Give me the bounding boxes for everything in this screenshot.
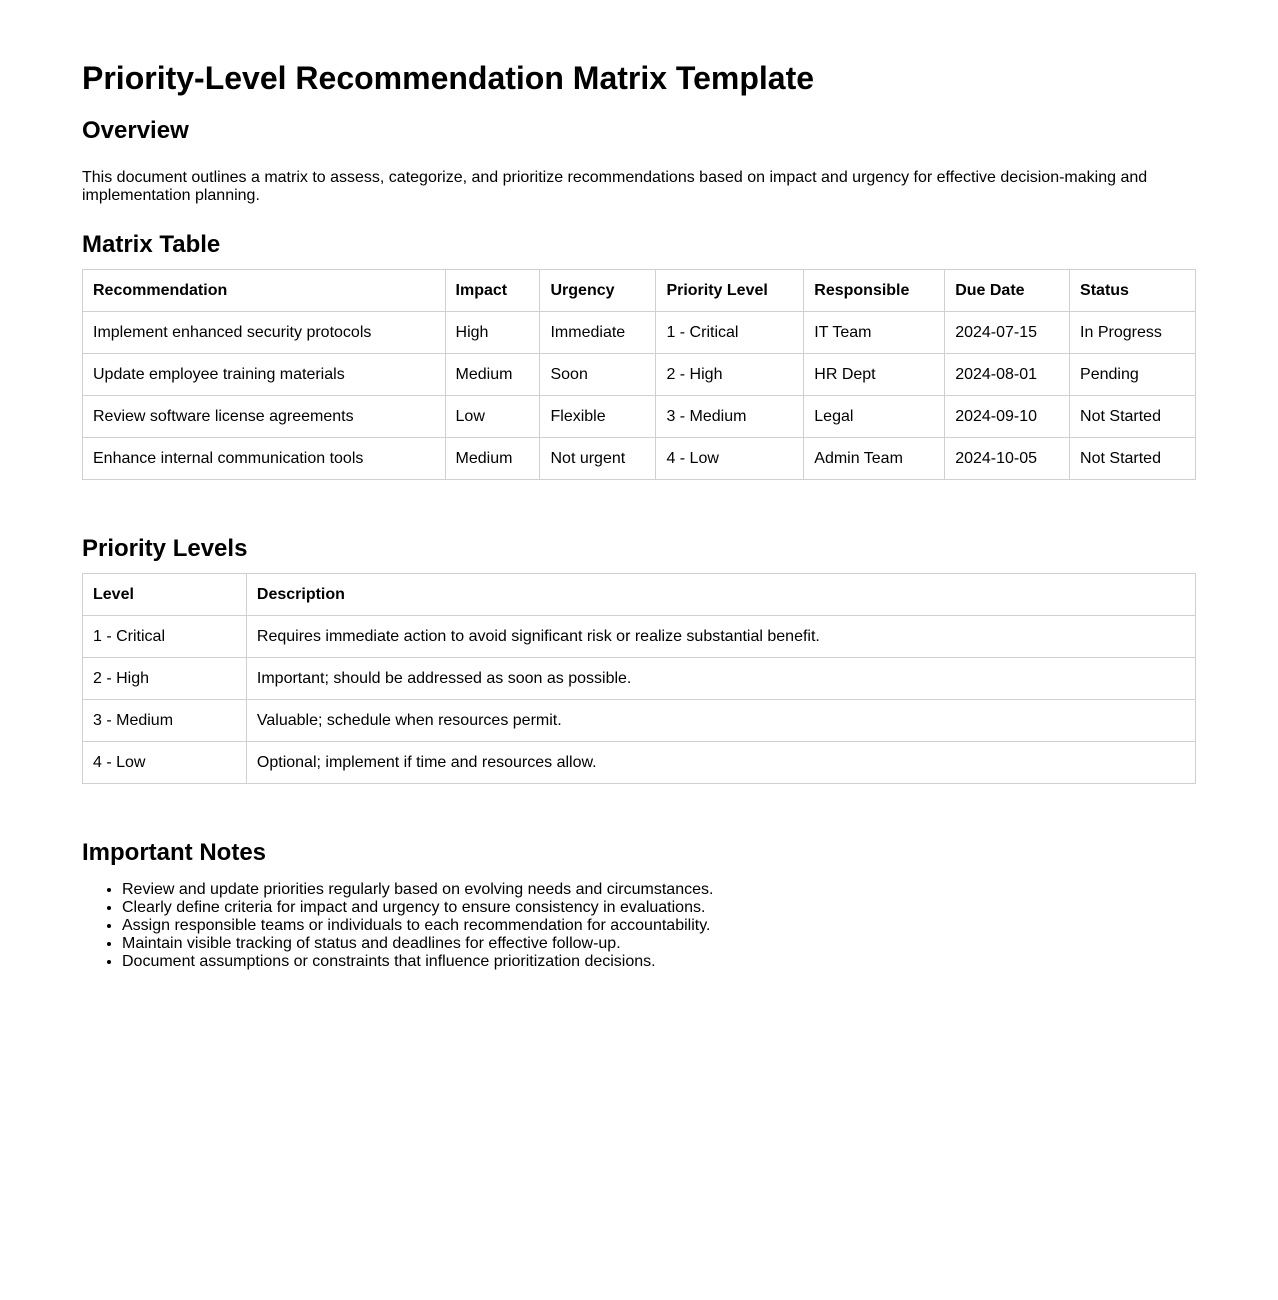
list-item: • Maintain visible tracking of status and deadlines for effective follow-up. — [122, 935, 1196, 953]
level-cell: 1 - Critical — [83, 616, 247, 658]
priority-level-cell: 4 - Low — [656, 438, 804, 480]
table-row — [83, 658, 1196, 700]
description-cell: Optional; implement if time and resources allow. — [246, 742, 1195, 784]
responsible-cell: Admin Team — [804, 438, 945, 480]
matrix-header-row — [83, 270, 1196, 312]
description-cell: Requires immediate action to avoid significant risk or realize substantial benefit. — [246, 616, 1195, 658]
notes-list — [82, 881, 1196, 971]
due-date-cell: 2024-07-15 — [945, 312, 1070, 354]
responsible-cell: IT Team — [804, 312, 945, 354]
description-cell: Valuable; schedule when resources permit. — [246, 700, 1195, 742]
levels-header-level: Level — [83, 574, 247, 616]
description-cell: Important; should be addressed as soon as possible. — [246, 658, 1195, 700]
table-row — [83, 312, 1196, 354]
level-cell: 3 - Medium — [83, 700, 247, 742]
urgency-cell: Immediate — [540, 312, 656, 354]
priority-level-cell: 3 - Medium — [656, 396, 804, 438]
list-item: • Clearly define criteria for impact and urgency to ensure consistency in evaluations. — [122, 899, 1196, 917]
recommendation-cell: Review software license agreements — [83, 396, 446, 438]
table-row — [83, 354, 1196, 396]
matrix-header-responsible: Responsible — [804, 270, 945, 312]
matrix-header-status: Status — [1070, 270, 1196, 312]
levels-header-description: Description — [246, 574, 1195, 616]
status-cell: Pending — [1070, 354, 1196, 396]
recommendation-cell: Update employee training materials — [83, 354, 446, 396]
priority-levels-table — [82, 573, 1196, 784]
due-date-cell: 2024-09-10 — [945, 396, 1070, 438]
impact-cell: Low — [445, 396, 540, 438]
urgency-cell: Not urgent — [540, 438, 656, 480]
table-row — [83, 742, 1196, 784]
table-row — [83, 438, 1196, 480]
matrix-header-due-date: Due Date — [945, 270, 1070, 312]
overview-text: This document outlines a matrix to assess, categorize, and prioritize recommendations based on impact and urgency for effective decision-making and implementation planning. — [82, 169, 1148, 204]
urgency-cell: Soon — [540, 354, 656, 396]
priority-level-cell: 1 - Critical — [656, 312, 804, 354]
overview-heading: Overview — [82, 117, 189, 144]
impact-cell: High — [445, 312, 540, 354]
level-cell: 4 - Low — [83, 742, 247, 784]
level-cell: 2 - High — [83, 658, 247, 700]
due-date-cell: 2024-10-05 — [945, 438, 1070, 480]
priority-levels-heading: Priority Levels — [82, 535, 248, 562]
list-item: • Document assumptions or constraints that influence prioritization decisions. — [122, 953, 1196, 971]
status-cell: Not Started — [1070, 396, 1196, 438]
status-cell: In Progress — [1070, 312, 1196, 354]
matrix-header-priority-level: Priority Level — [656, 270, 804, 312]
list-item: • Review and update priorities regularly based on evolving needs and circumstances. — [122, 881, 1196, 899]
table-row — [83, 396, 1196, 438]
impact-cell: Medium — [445, 438, 540, 480]
recommendation-cell: Enhance internal communication tools — [83, 438, 446, 480]
levels-header-row — [83, 574, 1196, 616]
page-title: Priority-Level Recommendation Matrix Template — [82, 60, 815, 96]
matrix-table-heading: Matrix Table — [82, 231, 221, 258]
matrix-table — [82, 269, 1196, 480]
due-date-cell: 2024-08-01 — [945, 354, 1070, 396]
list-item: • Assign responsible teams or individuals to each recommendation for accountability. — [122, 917, 1196, 935]
impact-cell: Medium — [445, 354, 540, 396]
responsible-cell: Legal — [804, 396, 945, 438]
urgency-cell: Flexible — [540, 396, 656, 438]
important-notes-heading: Important Notes — [82, 839, 267, 866]
status-cell: Not Started — [1070, 438, 1196, 480]
recommendation-cell: Implement enhanced security protocols — [83, 312, 446, 354]
matrix-header-impact: Impact — [445, 270, 540, 312]
table-row — [83, 700, 1196, 742]
matrix-header-urgency: Urgency — [540, 270, 656, 312]
responsible-cell: HR Dept — [804, 354, 945, 396]
priority-level-cell: 2 - High — [656, 354, 804, 396]
table-row — [83, 616, 1196, 658]
matrix-header-recommendation: Recommendation — [83, 270, 446, 312]
